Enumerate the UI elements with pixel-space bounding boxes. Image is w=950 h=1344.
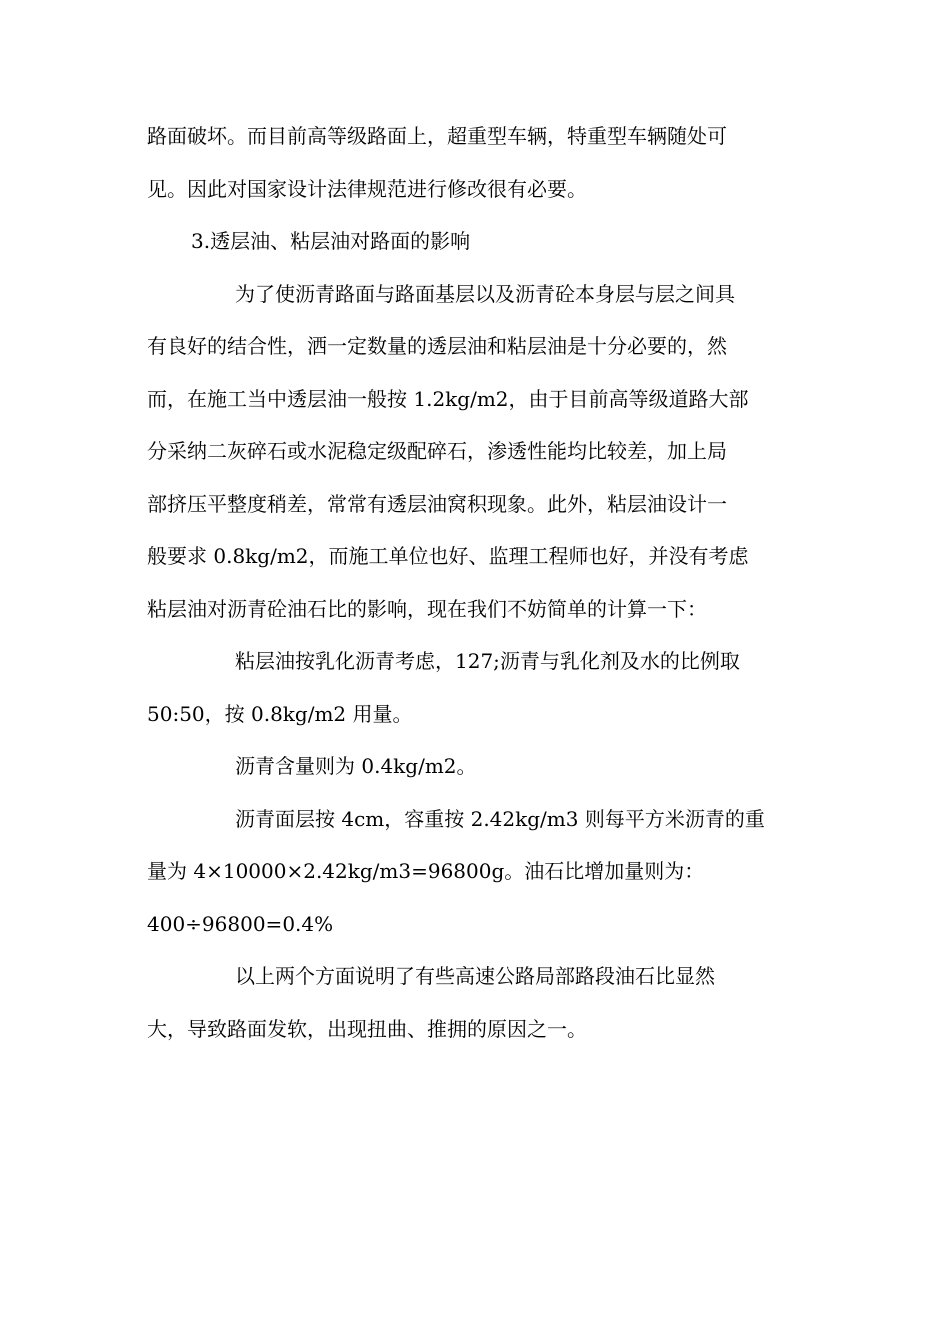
document-body (147, 110, 797, 1055)
text-line: 大，导致路面发软，出现扭曲、推拥的原因之一。 (147, 1016, 587, 1041)
text-line: 量为 4×10000×2.42kg/m3=96800g。油石比增加量则为： (147, 859, 705, 883)
text-line: 而，在施工当中透层油一般按 1.2kg/m2，由于目前高等级道路大部 (147, 386, 749, 411)
text-line: 见。因此对国家设计法律规范进行修改很有必要。 (147, 176, 587, 201)
text-line: 50:50，按 0.8kg/m2 用量。 (147, 701, 413, 726)
text-line: 路面破坏。而目前高等级路面上，超重型车辆，特重型车辆随处可 (147, 124, 727, 148)
text-line: 般要求 0.8kg/m2，而施工单位也好、监理工程师也好，并没有考虑 (147, 544, 749, 568)
text-line: 为了使沥青路面与路面基层以及沥青砼本身层与层之间具 (235, 281, 735, 306)
text-line: 部挤压平整度稍差，常常有透层油窝积现象。此外，粘层油设计一 (147, 491, 727, 516)
text-line: 粘层油按乳化沥青考虑，127;沥青与乳化剂及水的比例取 (235, 649, 740, 673)
formula-line: 400÷96800=0.4% (147, 911, 334, 936)
text-line: 沥青含量则为 0.4kg/m2。 (235, 754, 477, 778)
section-heading: 3.透层油、粘层油对路面的影响 (191, 229, 471, 253)
text-line: 沥青面层按 4cm，容重按 2.42kg/m3 则每平方米沥青的重 (235, 806, 765, 831)
text-line: 分采纳二灰碎石或水泥稳定级配碎石，渗透性能均比较差，加上局 (147, 439, 727, 463)
text-line: 有良好的结合性，洒一定数量的透层油和粘层油是十分必要的，然 (147, 334, 727, 358)
text-line: 以上两个方面说明了有些高速公路局部路段油石比显然 (235, 964, 715, 988)
text-line: 粘层油对沥青砼油石比的影响，现在我们不妨简单的计算一下： (147, 596, 707, 621)
